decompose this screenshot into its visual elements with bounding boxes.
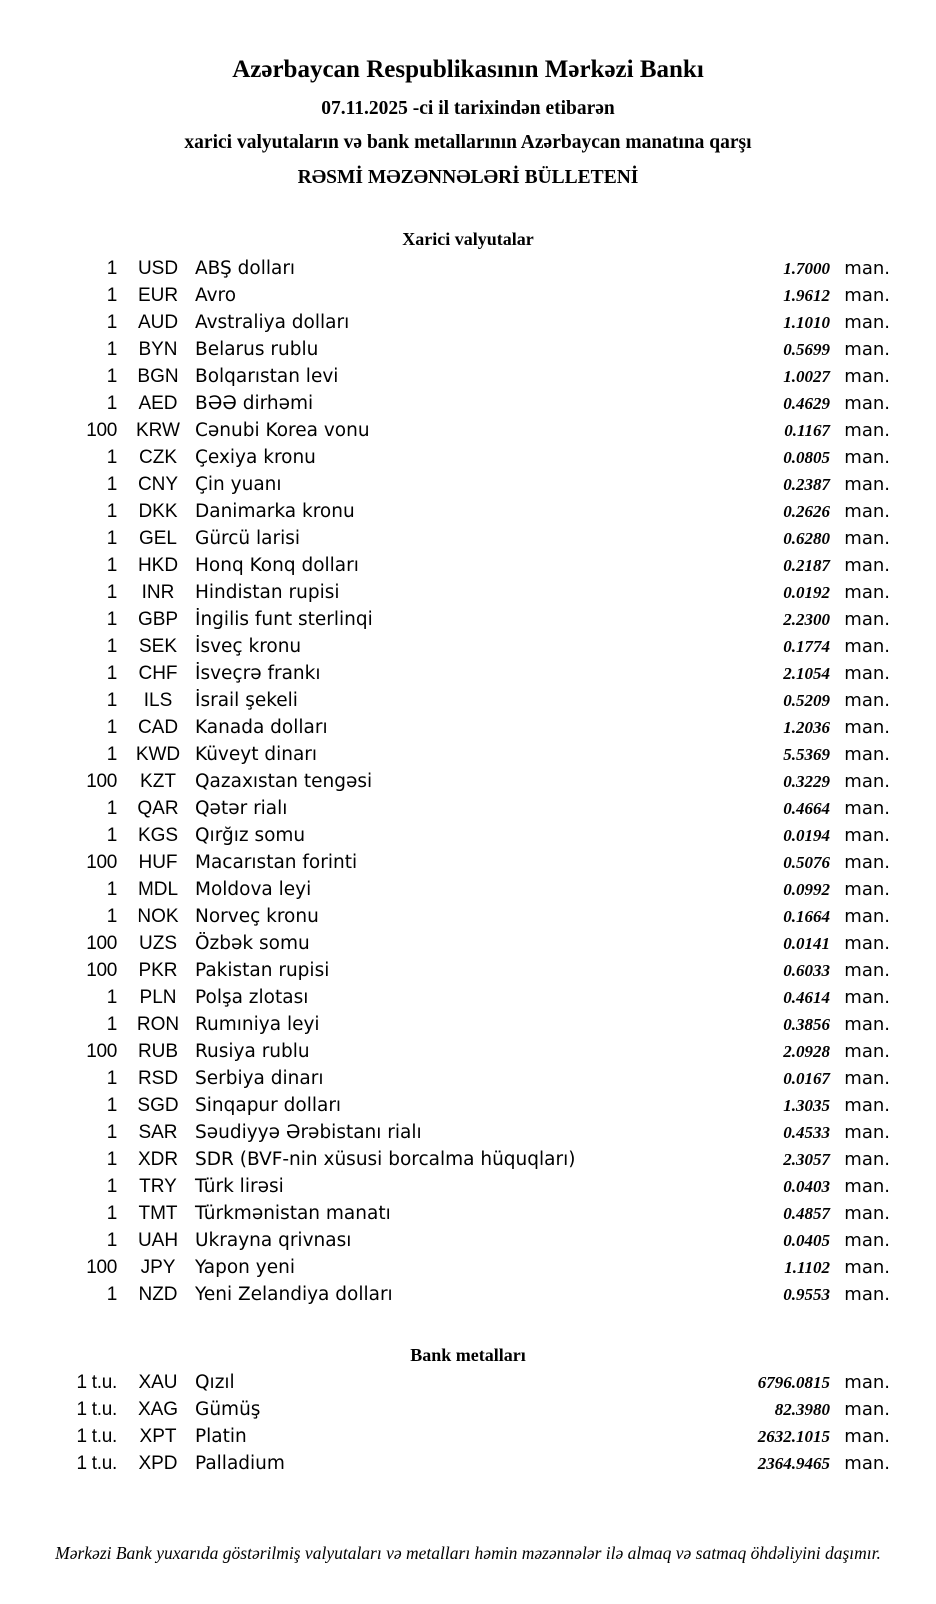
currency-code: XDR xyxy=(137,1148,179,1170)
rate-value: 1.1010 xyxy=(783,312,830,332)
currency-rate-row xyxy=(62,852,890,879)
currency-code: AED xyxy=(138,392,178,414)
rate-value: 0.0403 xyxy=(783,1176,830,1196)
rate-value: 0.6033 xyxy=(783,960,830,980)
quantity: 100 xyxy=(86,419,117,441)
currency-rate-row xyxy=(62,1203,890,1230)
quantity: 1 xyxy=(106,743,117,765)
currency-code: XPT xyxy=(139,1426,177,1448)
currency-rate-row xyxy=(62,1122,890,1149)
rate-value: 0.0167 xyxy=(783,1068,830,1088)
currency-rate-row xyxy=(62,1230,890,1257)
metals-section-title: Bank metalları xyxy=(410,1344,526,1365)
quantity: 1 xyxy=(106,716,117,738)
currency-code: UZS xyxy=(139,932,177,954)
quantity: 1 xyxy=(106,986,117,1008)
rate-value: 0.5209 xyxy=(783,690,830,710)
currency-code: XPD xyxy=(138,1453,178,1475)
currency-name: Özbək somu xyxy=(195,932,310,954)
currency-name: Platin xyxy=(195,1426,247,1448)
rate-value: 0.1774 xyxy=(783,636,830,656)
quantity: 1 xyxy=(106,257,117,279)
currency-name: Yeni Zelandiya dolları xyxy=(195,1283,393,1305)
currency-code: HKD xyxy=(137,554,179,576)
currency-rate-row xyxy=(62,366,890,393)
currencies-section-title: Xarici valyutalar xyxy=(402,229,534,250)
rate-value: 0.2187 xyxy=(783,555,830,575)
manat-unit-label: man. xyxy=(844,1426,890,1448)
currency-code: TMT xyxy=(138,1202,178,1224)
rate-value: 0.4629 xyxy=(783,393,830,413)
rate-value: 2632.1015 xyxy=(757,1427,830,1447)
currency-rate-row xyxy=(62,744,890,771)
manat-unit-label: man. xyxy=(844,257,890,279)
rate-value: 0.4857 xyxy=(783,1203,830,1223)
bulletin-title: RƏSMİ MƏZƏNNƏLƏRİ BÜLLETENİ xyxy=(297,166,639,188)
currency-rate-row xyxy=(62,1257,890,1284)
rate-value: 6796.0815 xyxy=(757,1373,830,1393)
currency-code: BYN xyxy=(138,338,178,360)
currency-rate-row xyxy=(62,1014,890,1041)
currency-code: UAH xyxy=(137,1229,179,1251)
currency-rate-row xyxy=(62,393,890,420)
currency-name: Çexiya kronu xyxy=(195,446,316,468)
quantity: 1 t.u. xyxy=(76,1426,117,1448)
quantity: 1 xyxy=(106,446,117,468)
currency-rate-row xyxy=(62,285,890,312)
currency-name: Səudiyyə Ərəbistanı rialı xyxy=(195,1121,422,1143)
quantity: 1 xyxy=(106,554,117,576)
quantity: 1 xyxy=(106,797,117,819)
currency-code: CAD xyxy=(137,716,179,738)
manat-unit-label: man. xyxy=(844,1399,890,1421)
rate-value: 0.2626 xyxy=(783,501,830,521)
manat-unit-label: man. xyxy=(844,1202,890,1224)
currency-code: QAR xyxy=(137,797,179,819)
currency-rate-row xyxy=(62,960,890,987)
currency-name: Polşa zlotası xyxy=(195,986,309,1008)
currency-rate-row xyxy=(62,798,890,825)
currency-rate-row xyxy=(62,609,890,636)
manat-unit-label: man. xyxy=(844,878,890,900)
rate-value: 0.2387 xyxy=(783,474,830,494)
rate-value: 5.5369 xyxy=(783,744,830,764)
currency-name: Norveç kronu xyxy=(195,905,319,927)
currency-name: İsveçrə frankı xyxy=(195,662,321,684)
quantity: 1 xyxy=(106,635,117,657)
quantity: 1 xyxy=(106,581,117,603)
currency-rate-row xyxy=(62,987,890,1014)
rate-value: 0.4533 xyxy=(783,1122,830,1142)
currency-name: Serbiya dinarı xyxy=(195,1067,324,1089)
currency-name: Danimarka kronu xyxy=(195,500,355,522)
rate-value: 1.7000 xyxy=(783,258,830,278)
manat-unit-label: man. xyxy=(844,635,890,657)
quantity: 1 xyxy=(106,311,117,333)
currency-name: ABŞ dolları xyxy=(195,257,296,279)
manat-unit-label: man. xyxy=(844,446,890,468)
currency-rate-row xyxy=(62,258,890,285)
quantity: 100 xyxy=(86,1256,117,1278)
manat-unit-label: man. xyxy=(844,851,890,873)
rate-value: 0.5076 xyxy=(783,852,830,872)
currency-name: Sinqapur dolları xyxy=(195,1094,342,1116)
manat-unit-label: man. xyxy=(844,554,890,576)
currency-name: Cənubi Korea vonu xyxy=(195,419,370,441)
quantity: 1 xyxy=(106,473,117,495)
quantity: 1 xyxy=(106,338,117,360)
manat-unit-label: man. xyxy=(844,365,890,387)
currency-rate-row xyxy=(62,717,890,744)
currency-code: KGS xyxy=(137,824,179,846)
currency-name: İngilis funt sterlinqi xyxy=(195,608,373,630)
currency-name: Qızıl xyxy=(195,1372,235,1394)
manat-unit-label: man. xyxy=(844,797,890,819)
manat-unit-label: man. xyxy=(844,608,890,630)
currency-code: CZK xyxy=(139,446,177,468)
rate-value: 0.0192 xyxy=(783,582,830,602)
manat-unit-label: man. xyxy=(844,1040,890,1062)
quantity: 1 xyxy=(106,1013,117,1035)
currency-name: Çin yuanı xyxy=(195,473,282,495)
currency-code: HUF xyxy=(138,851,178,873)
currency-name: Türk lirəsi xyxy=(195,1175,284,1197)
manat-unit-label: man. xyxy=(844,824,890,846)
currency-name: Küveyt dinarı xyxy=(195,743,318,765)
manat-unit-label: man. xyxy=(844,1094,890,1116)
currency-name: BƏƏ dirhəmi xyxy=(195,392,314,414)
quantity: 1 xyxy=(106,1121,117,1143)
rate-value: 0.9553 xyxy=(783,1284,830,1304)
quantity: 1 xyxy=(106,1067,117,1089)
quantity: 1 xyxy=(106,284,117,306)
rate-value: 1.0027 xyxy=(783,366,830,386)
currency-rate-row xyxy=(62,1041,890,1068)
currency-code: TRY xyxy=(139,1175,177,1197)
manat-unit-label: man. xyxy=(844,1372,890,1394)
rate-value: 0.4614 xyxy=(783,987,830,1007)
manat-unit-label: man. xyxy=(844,770,890,792)
currency-code: RUB xyxy=(137,1040,179,1062)
rate-value: 2.2300 xyxy=(783,609,830,629)
subject-line: xarici valyutaların və bank metallarının Azərbaycan manatına qarşı xyxy=(184,132,752,154)
manat-unit-label: man. xyxy=(844,662,890,684)
currency-code: RON xyxy=(136,1013,180,1035)
currency-name: Pakistan rupisi xyxy=(195,959,330,981)
currency-code: SAR xyxy=(138,1121,178,1143)
manat-unit-label: man. xyxy=(844,311,890,333)
manat-unit-label: man. xyxy=(844,1175,890,1197)
currency-code: BGN xyxy=(137,365,179,387)
currency-rate-row xyxy=(62,933,890,960)
currency-code: GBP xyxy=(137,608,179,630)
metal-rate-row xyxy=(62,1453,890,1480)
manat-unit-label: man. xyxy=(844,1229,890,1251)
quantity: 1 xyxy=(106,689,117,711)
currency-name: Avro xyxy=(195,284,237,306)
currency-name: Bolqarıstan levi xyxy=(195,365,339,387)
rate-value: 0.0141 xyxy=(783,933,830,953)
currency-rate-row xyxy=(62,825,890,852)
currency-code: RSD xyxy=(137,1067,179,1089)
quantity: 1 xyxy=(106,365,117,387)
manat-unit-label: man. xyxy=(844,1013,890,1035)
metal-rate-row xyxy=(62,1372,890,1399)
rate-value: 0.0405 xyxy=(783,1230,830,1250)
currency-name: Qətər rialı xyxy=(195,797,288,819)
currency-code: XAU xyxy=(138,1372,178,1394)
currency-rate-row xyxy=(62,312,890,339)
currency-name: Belarus rublu xyxy=(195,338,319,360)
rate-value: 1.9612 xyxy=(783,285,830,305)
manat-unit-label: man. xyxy=(844,1121,890,1143)
rate-value: 0.0992 xyxy=(783,879,830,899)
currency-name: Yapon yeni xyxy=(195,1256,295,1278)
currencies-table xyxy=(62,258,890,1311)
effective-date-line: 07.11.2025 -ci il tarixindən etibarən xyxy=(321,97,615,119)
quantity: 1 xyxy=(106,392,117,414)
quantity: 1 xyxy=(106,905,117,927)
currency-name: Hindistan rupisi xyxy=(195,581,340,603)
rate-value: 1.1102 xyxy=(784,1257,830,1277)
currency-code: NOK xyxy=(137,905,179,927)
currency-rate-row xyxy=(62,1149,890,1176)
currency-code: DKK xyxy=(138,500,178,522)
currency-rate-row xyxy=(62,447,890,474)
rate-value: 0.4664 xyxy=(783,798,830,818)
metals-table xyxy=(62,1372,890,1480)
currency-code: CHF xyxy=(138,662,178,684)
rate-value: 82.3980 xyxy=(774,1400,830,1420)
currency-name: Türkmənistan manatı xyxy=(195,1202,391,1224)
quantity: 1 t.u. xyxy=(76,1372,117,1394)
currency-code: GEL xyxy=(138,527,178,549)
manat-unit-label: man. xyxy=(844,392,890,414)
manat-unit-label: man. xyxy=(844,473,890,495)
manat-unit-label: man. xyxy=(844,527,890,549)
manat-unit-label: man. xyxy=(844,959,890,981)
currency-code: AUD xyxy=(137,311,179,333)
manat-unit-label: man. xyxy=(844,986,890,1008)
currency-rate-row xyxy=(62,501,890,528)
quantity: 1 xyxy=(106,500,117,522)
currency-code: MDL xyxy=(137,878,179,900)
currency-code: SGD xyxy=(137,1094,179,1116)
currency-code: INR xyxy=(141,581,175,603)
currency-rate-row xyxy=(62,771,890,798)
quantity: 1 xyxy=(106,662,117,684)
currency-rate-row xyxy=(62,339,890,366)
footer-obligation-note: Mərkəzi Bank yuxarıda göstərilmiş valyutaları və metalları həmin məzənnələr ilə almaq və satmaq öhdəliyini daşımır. xyxy=(55,1543,881,1563)
currency-name: Rumıniya leyi xyxy=(195,1013,320,1035)
rate-value: 0.1167 xyxy=(784,420,830,440)
metal-rate-row xyxy=(62,1399,890,1426)
manat-unit-label: man. xyxy=(844,338,890,360)
manat-unit-label: man. xyxy=(844,419,890,441)
currency-rate-row xyxy=(62,690,890,717)
currency-rate-row xyxy=(62,663,890,690)
manat-unit-label: man. xyxy=(844,716,890,738)
currency-name: SDR (BVF-nin xüsusi borcalma hüquqları) xyxy=(195,1148,576,1170)
currency-rate-row xyxy=(62,879,890,906)
currency-rate-row xyxy=(62,420,890,447)
currency-name: Kanada dolları xyxy=(195,716,328,738)
bulletin-header xyxy=(0,0,936,189)
manat-unit-label: man. xyxy=(844,1256,890,1278)
manat-unit-label: man. xyxy=(844,905,890,927)
quantity: 100 xyxy=(86,770,117,792)
currency-code: SEK xyxy=(138,635,178,657)
manat-unit-label: man. xyxy=(844,284,890,306)
quantity: 1 xyxy=(106,1229,117,1251)
currency-rate-row xyxy=(62,582,890,609)
quantity: 1 xyxy=(106,824,117,846)
currency-rate-row xyxy=(62,555,890,582)
rate-value: 2364.9465 xyxy=(757,1454,830,1474)
quantity: 1 xyxy=(106,1094,117,1116)
quantity: 100 xyxy=(86,932,117,954)
currency-name: Ukrayna qrivnası xyxy=(195,1229,352,1251)
quantity: 1 t.u. xyxy=(76,1453,117,1475)
currency-name: Avstraliya dolları xyxy=(195,311,350,333)
currency-rate-row xyxy=(62,636,890,663)
rate-value: 0.3856 xyxy=(783,1014,830,1034)
currency-code: KWD xyxy=(135,743,181,765)
quantity: 1 t.u. xyxy=(76,1399,117,1421)
currency-name: Rusiya rublu xyxy=(195,1040,310,1062)
quantity: 1 xyxy=(106,878,117,900)
rate-value: 2.1054 xyxy=(783,663,830,683)
currency-code: JPY xyxy=(140,1256,176,1278)
quantity: 1 xyxy=(106,1148,117,1170)
rate-value: 0.1664 xyxy=(783,906,830,926)
currency-code: ILS xyxy=(143,689,173,711)
currency-name: Gümüş xyxy=(195,1399,261,1421)
rate-value: 2.3057 xyxy=(783,1149,830,1169)
manat-unit-label: man. xyxy=(844,1283,890,1305)
currency-name: Gürcü larisi xyxy=(195,527,301,549)
quantity: 1 xyxy=(106,1283,117,1305)
manat-unit-label: man. xyxy=(844,1067,890,1089)
manat-unit-label: man. xyxy=(844,689,890,711)
currency-rate-row xyxy=(62,474,890,501)
currency-code: CNY xyxy=(137,473,179,495)
currency-name: Moldova leyi xyxy=(195,878,312,900)
currency-code: KRW xyxy=(136,419,180,441)
currency-rate-row xyxy=(62,1068,890,1095)
currency-rate-row xyxy=(62,528,890,555)
quantity: 1 xyxy=(106,1202,117,1224)
currency-rate-row xyxy=(62,1095,890,1122)
quantity: 1 xyxy=(106,1175,117,1197)
currency-code: PKR xyxy=(138,959,178,981)
currency-code: USD xyxy=(137,257,179,279)
currency-code: KZT xyxy=(140,770,176,792)
rate-value: 0.0805 xyxy=(783,447,830,467)
rate-value: 0.0194 xyxy=(783,825,830,845)
currency-name: Palladium xyxy=(195,1453,285,1475)
quantity: 100 xyxy=(86,959,117,981)
rate-value: 0.3229 xyxy=(783,771,830,791)
quantity: 100 xyxy=(86,1040,117,1062)
rate-value: 0.5699 xyxy=(783,339,830,359)
quantity: 100 xyxy=(86,851,117,873)
currency-name: Macarıstan forinti xyxy=(195,851,358,873)
currency-code: NZD xyxy=(138,1283,178,1305)
manat-unit-label: man. xyxy=(844,1453,890,1475)
rate-value: 1.2036 xyxy=(783,717,830,737)
quantity: 1 xyxy=(106,608,117,630)
manat-unit-label: man. xyxy=(844,932,890,954)
currency-rate-row xyxy=(62,1284,890,1311)
currency-name: Qazaxıstan tengəsi xyxy=(195,770,373,792)
currency-rate-row xyxy=(62,1176,890,1203)
quantity: 1 xyxy=(106,527,117,549)
currency-name: İsveç kronu xyxy=(195,635,302,657)
currency-rate-row xyxy=(62,906,890,933)
currency-code: EUR xyxy=(137,284,179,306)
rate-value: 1.3035 xyxy=(783,1095,830,1115)
currency-name: Qırğız somu xyxy=(195,824,306,846)
currency-name: Honq Konq dolları xyxy=(195,554,359,576)
manat-unit-label: man. xyxy=(844,581,890,603)
manat-unit-label: man. xyxy=(844,1148,890,1170)
rate-value: 0.6280 xyxy=(783,528,830,548)
manat-unit-label: man. xyxy=(844,500,890,522)
currency-code: XAG xyxy=(137,1399,179,1421)
rate-value: 2.0928 xyxy=(783,1041,830,1061)
bank-name-title: Azərbaycan Respublikasının Mərkəzi Bankı xyxy=(232,56,704,83)
metal-rate-row xyxy=(62,1426,890,1453)
manat-unit-label: man. xyxy=(844,743,890,765)
currency-name: İsrail şekeli xyxy=(195,689,298,711)
currency-code: PLN xyxy=(139,986,177,1008)
